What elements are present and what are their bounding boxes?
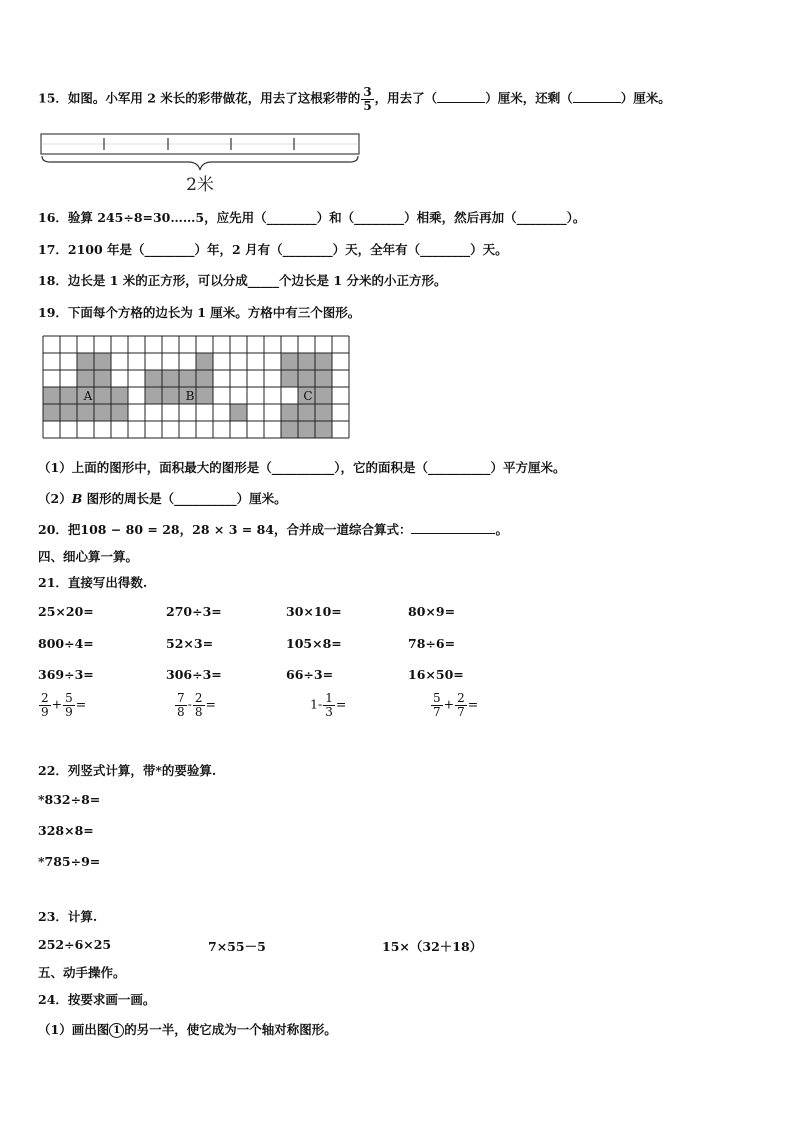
shaded-cell [230,404,247,421]
shaded-cell [298,421,315,438]
q20-text: 20．把108 − 80 = 28，28 × 3 = 84，合并成一道综合算式： [38,522,412,537]
brace-icon [42,156,358,170]
q15-frac-num: 3 [363,85,372,99]
q21-r1c0: 800÷4= [38,636,94,651]
shaded-cell [179,370,196,387]
frac0-a-num: 2 [41,691,49,705]
q15-end: ）厘米。 [620,90,671,106]
shaded-cell [94,353,111,370]
q15-frac-den: 5 [363,98,372,113]
section5-title: 五、动手操作。 [38,965,126,980]
q23-item-0: 252÷6×25 [38,937,112,952]
q24-sub1 [38,1020,337,1038]
shaded-cell [43,387,60,404]
q19-sub2-pre: （2） [38,491,72,506]
shape-label-b: B [185,389,195,403]
frac3-eq: = [467,696,479,712]
shaded-cell [60,404,77,421]
section4-title: 四、细心算一算。 [38,549,139,564]
frac1-a-den: 8 [177,704,185,719]
q22-title: 22．列竖式计算，带*的要验算. [38,763,217,778]
q21-r2c1: 306÷3= [166,667,222,682]
q17-text: 17．2100 年是（________）年，2 月有（________）天，全年有（________）天。 [38,242,508,257]
q23-title: 23．计算. [38,909,98,924]
q21-r1c3: 78÷6= [408,636,456,651]
shaded-cell [315,387,332,404]
q23-item-1: 7×55－5 [208,939,266,954]
shaded-cell [94,404,111,421]
frac0-b-num: 5 [65,691,73,705]
shaded-cell [196,353,213,370]
shaded-cell [111,387,128,404]
shaded-cell [281,370,298,387]
q15-blank-left[interactable] [573,92,621,103]
frac3-a-num: 5 [433,691,441,705]
shaded-cell [77,370,94,387]
shaded-cell [43,404,60,421]
q21-r1c2: 105×8= [286,636,342,651]
q15-lead: 15．如图。小军用 2 米长的彩带做花，用去了这根彩带的 [38,90,361,106]
shape-label-a: A [83,389,93,403]
shaded-cell [298,404,315,421]
frac3-b-den: 7 [457,704,465,719]
frac1-b-num: 2 [194,691,203,705]
q23-item-2: 15×（32＋18） [382,939,483,954]
frac2-b-den: 3 [325,704,333,719]
frac1-a-num: 7 [177,691,185,705]
shaded-cell [315,370,332,387]
q19-sub1: （1）上面的图形中，面积最大的图形是（__________），它的面积是（__________）平方厘米。 [38,460,566,475]
q21-r1c1: 52×3= [166,636,214,651]
frac3-op: + [443,696,455,712]
q15-mid1: ，用去了（ [374,90,438,106]
q21-frac-3 [430,692,478,718]
shaded-cell [77,353,94,370]
q15-blank-used[interactable] [437,92,485,103]
q22-item-2: *785÷9= [38,854,101,869]
q21-r0c0: 25×20= [38,604,94,619]
frac1-op: - [187,696,192,712]
shaded-cell [281,353,298,370]
shaded-cell [315,404,332,421]
ribbon-figure [38,130,368,196]
frac3-b-num: 2 [457,691,465,705]
q15-mid2: ）厘米，还剩（ [485,90,573,106]
shaded-cell [281,404,298,421]
q21-r0c2: 30×10= [286,604,342,619]
shaded-cell [145,387,162,404]
q20-end: 。 [495,522,508,537]
q16-text: 16．验算 245÷8=30……5，应先用（________）和（________）相乘，然后再加（________）。 [38,210,586,225]
circled-number-icon: 1 [109,1023,124,1038]
shaded-cell [281,421,298,438]
frac2-b-num: 1 [325,691,333,705]
q21-title: 21．直接写出得数. [38,575,148,590]
shape-label-c: C [303,389,313,403]
shaded-cell [196,387,213,404]
q24-title: 24．按要求画一画。 [38,992,156,1007]
q22-item-1: 328×8= [38,823,94,838]
frac2-eq: = [335,696,347,712]
q21-frac-0 [38,692,86,718]
q21-r2c3: 16×50= [408,667,464,682]
q20-blank[interactable] [411,523,495,534]
shaded-cell [315,421,332,438]
shaded-cell [298,370,315,387]
q19-text: 19．下面每个方格的边长为 1 厘米。方格中有三个图形。 [38,305,361,320]
frac2-lead: 1- [310,696,323,712]
q20-line [38,520,508,538]
frac0-op: + [51,696,63,712]
shaded-cell [145,370,162,387]
grid-figure [40,334,356,442]
q19-sub2 [38,489,287,507]
ribbon-label: 2米 [186,175,214,195]
shaded-cell [111,404,128,421]
q22-item-0: *832÷8= [38,792,101,807]
q21-frac-2 [310,692,346,718]
q21-r2c0: 369÷3= [38,667,94,682]
q18-text: 18．边长是 1 米的正方形，可以分成_____个边长是 1 分米的小正方形。 [38,273,447,288]
frac0-a-den: 9 [41,704,49,719]
shaded-cell [60,387,77,404]
q21-r0c3: 80×9= [408,604,456,619]
shaded-cell [94,370,111,387]
frac3-a-den: 7 [433,704,441,719]
q24-sub1-post: 的另一半，使它成为一个轴对称图形。 [124,1022,337,1037]
q21-r2c2: 66÷3= [286,667,334,682]
q19-sub2-post: 图形的周长是（__________）厘米。 [82,491,287,506]
shaded-cell [298,353,315,370]
shaded-cell [162,387,179,404]
q15-line [38,86,671,112]
frac1-b-den: 8 [194,704,203,719]
q21-r0c1: 270÷3= [166,604,222,619]
shaded-cell [315,353,332,370]
q21-frac-1 [174,692,216,718]
shaded-cell [162,370,179,387]
frac1-eq: = [205,696,216,712]
shaded-cell [77,404,94,421]
shaded-cell [196,370,213,387]
frac0-eq: = [75,696,87,712]
q24-sub1-pre: （1）画出图 [38,1022,110,1037]
q15-fraction [361,86,373,112]
q19-sub2-italic: B [71,491,83,506]
shaded-cell [94,387,111,404]
frac0-b-den: 9 [65,704,73,719]
